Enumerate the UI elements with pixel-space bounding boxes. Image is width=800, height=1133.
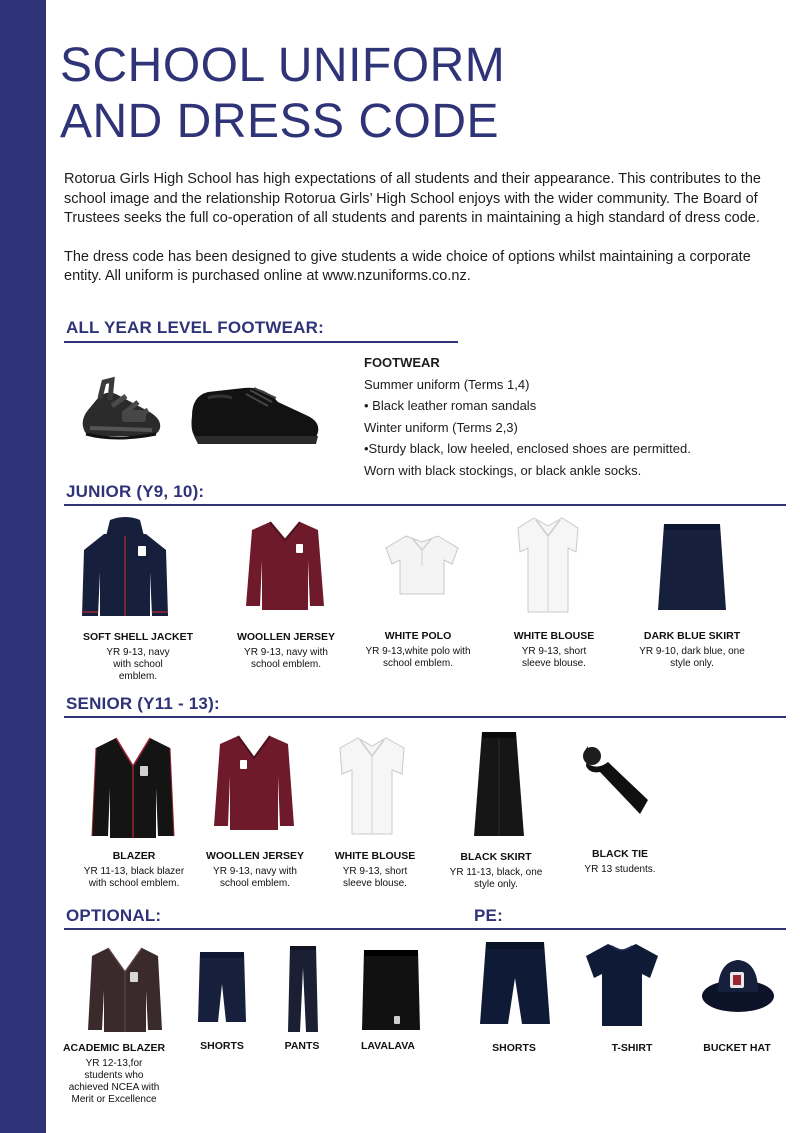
senior-woollen-jersey-image bbox=[214, 734, 294, 832]
section-rule-junior bbox=[64, 504, 786, 506]
soft-shell-jacket-image bbox=[80, 516, 170, 620]
item-name: LAVALAVA bbox=[360, 1040, 416, 1052]
academic-blazer-image bbox=[86, 946, 164, 1032]
item-description: YR 9-13, navy with school emblem. bbox=[213, 866, 297, 889]
junior-item-woollen-jersey bbox=[218, 631, 354, 671]
item-name: ACADEMIC BLAZER bbox=[62, 1042, 166, 1054]
item-description: YR 11-13, black blazer with school emblem. bbox=[83, 866, 185, 889]
black-school-shoe-image bbox=[186, 376, 324, 448]
footwear-socks-note: Worn with black stockings, or black ankle socks. bbox=[364, 462, 642, 478]
item-name: DARK BLUE SKIRT bbox=[643, 630, 741, 642]
page-title bbox=[60, 38, 505, 150]
item-description: YR 9-13, navy with school emblem. bbox=[106, 647, 170, 682]
item-description: YR 13 students. bbox=[584, 864, 656, 875]
dark-blue-skirt-image bbox=[656, 522, 728, 612]
item-name: WHITE BLOUSE bbox=[334, 850, 416, 862]
footwear-summer-label: Summer uniform (Terms 1,4) bbox=[364, 376, 530, 392]
intro-paragraph-1: Rotorua Girls High School has high expectations of all students and their appearance. This contributes to the school image and the relationship Rotorua Girls’ High School enjoys with the wider community. The Board of Trustees seeks the full co-operation of all students and parents in maintaining a high standard of dress code. bbox=[64, 171, 761, 226]
senior-item-blazer bbox=[66, 850, 202, 890]
item-description: YR 9-13,white polo with school emblem. bbox=[365, 646, 471, 669]
section-heading-footwear: ALL YEAR LEVEL FOOTWEAR: bbox=[66, 318, 324, 337]
item-description: YR 9-13, navy with school emblem. bbox=[244, 647, 328, 670]
page-title-line-1: SCHOOL UNIFORM bbox=[60, 39, 506, 92]
black-tie-image bbox=[578, 742, 654, 816]
side-accent-bar bbox=[0, 0, 46, 1133]
senior-item-white-blouse bbox=[307, 850, 443, 890]
item-description: YR 9-10, dark blue, one style only. bbox=[639, 646, 745, 669]
junior-white-blouse-image bbox=[516, 516, 580, 614]
senior-item-black-skirt bbox=[428, 851, 564, 891]
roman-sandal-image bbox=[76, 372, 168, 444]
optional-item-lavalava bbox=[320, 1040, 456, 1056]
footwear-winter-item: •Sturdy black, low heeled, enclosed shoes are permitted. bbox=[364, 441, 691, 456]
pe-item-bucket-hat bbox=[669, 1042, 800, 1058]
senior-white-blouse-image bbox=[338, 736, 406, 836]
item-name: WOOLLEN JERSEY bbox=[205, 850, 304, 862]
footwear-heading: FOOTWEAR bbox=[364, 355, 440, 370]
page-title-line-2: AND DRESS CODE bbox=[60, 95, 500, 148]
pe-shorts-image bbox=[478, 940, 552, 1030]
item-name: SHORTS bbox=[492, 1042, 536, 1054]
item-name: WHITE BLOUSE bbox=[513, 630, 595, 642]
section-heading-pe: PE: bbox=[474, 906, 503, 925]
item-name: SHORTS bbox=[200, 1040, 244, 1052]
junior-item-white-polo bbox=[350, 630, 486, 670]
section-rule-footwear bbox=[64, 341, 458, 343]
optional-shorts-image bbox=[196, 950, 248, 1026]
section-heading-junior: JUNIOR (Y9, 10): bbox=[66, 482, 205, 501]
junior-item-soft-shell-jacket bbox=[70, 631, 206, 683]
footwear-details bbox=[364, 352, 691, 481]
black-skirt-image bbox=[472, 730, 526, 838]
blazer-image bbox=[90, 736, 176, 840]
bucket-hat-image bbox=[700, 956, 776, 1020]
item-description: YR 9-13, short sleeve blouse. bbox=[342, 866, 408, 889]
item-name: BLACK TIE bbox=[592, 848, 648, 860]
pants-image bbox=[286, 944, 320, 1034]
item-name: PANTS bbox=[284, 1040, 320, 1052]
item-name: T-SHIRT bbox=[611, 1042, 653, 1054]
intro-paragraph-2: The dress code has been designed to give students a wide choice of options whilst maintaining a corporate entity. All uniform is purchased online at www.nzuniforms.co.nz. bbox=[64, 248, 751, 284]
footwear-winter-label: Winter uniform (Terms 2,3) bbox=[364, 419, 518, 435]
item-description: YR 12-13,for students who achieved NCEA with Merit or Excellence bbox=[68, 1058, 160, 1105]
footwear-summer-item: • Black leather roman sandals bbox=[364, 398, 537, 413]
section-rule-optional bbox=[64, 928, 786, 930]
junior-item-white-blouse bbox=[486, 630, 622, 670]
lavalava-image bbox=[360, 948, 422, 1032]
section-heading-optional: OPTIONAL: bbox=[66, 906, 162, 925]
intro-text bbox=[64, 170, 780, 287]
item-description: YR 11-13, black, one style only. bbox=[449, 867, 543, 890]
senior-item-woollen-jersey bbox=[187, 850, 323, 890]
item-name: BLACK SKIRT bbox=[460, 851, 532, 863]
item-name: SOFT SHELL JACKET bbox=[82, 631, 194, 643]
item-name: WOOLLEN JERSEY bbox=[236, 631, 335, 643]
junior-item-dark-blue-skirt bbox=[624, 630, 760, 670]
item-name: BLAZER bbox=[112, 850, 156, 862]
pe-item-shorts bbox=[446, 1042, 582, 1058]
section-heading-senior: SENIOR (Y11 - 13): bbox=[66, 694, 220, 713]
item-name: WHITE POLO bbox=[384, 630, 452, 642]
white-polo-image bbox=[384, 532, 460, 596]
item-description: YR 9-13, short sleeve blouse. bbox=[521, 646, 587, 669]
item-name: BUCKET HAT bbox=[703, 1042, 771, 1054]
junior-woollen-jersey-image bbox=[246, 520, 324, 612]
section-rule-senior bbox=[64, 716, 786, 718]
pe-tshirt-image bbox=[584, 942, 660, 1028]
senior-item-black-tie bbox=[552, 848, 688, 876]
